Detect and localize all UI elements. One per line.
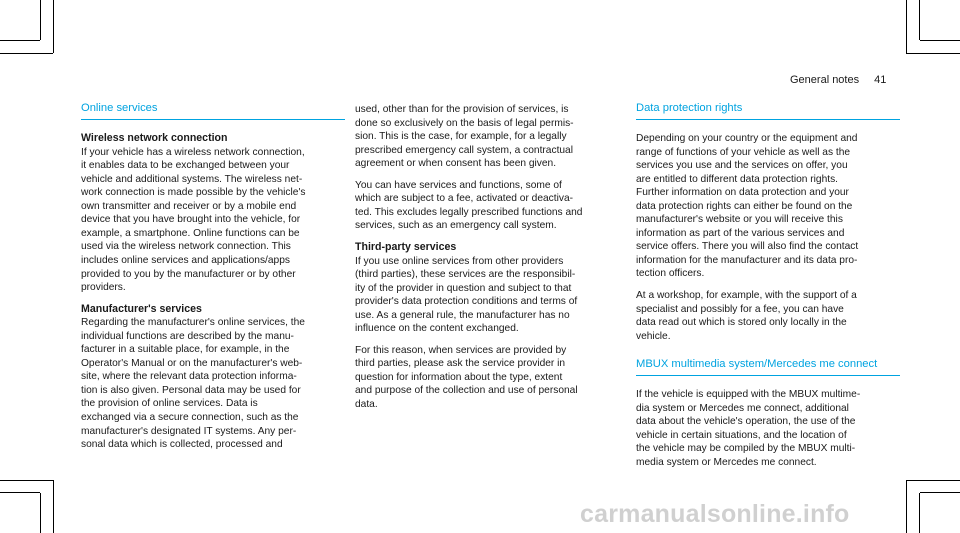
crop-mark-top-left-v [40, 0, 41, 40]
paragraph-wireless-network: If your vehicle has a wireless network connection, it enables data to be exchanged between your vehicle and additional systems. The wireless net- work connection is made possible by the vehicle's own transmitter and receiver or by a mobile end device that you have brought into the vehicle, for example, a smartphone. Online functions can be used via the wireless network connection. This includes online services and applications/apps provided to you by the manufacturer or by other providers. [81, 146, 306, 294]
crop-mark-top-right-v [919, 0, 920, 40]
crop-mark-top-left-h2 [0, 53, 53, 54]
crop-mark-bottom-left-h2 [0, 480, 53, 481]
heading-online-services: Online services [81, 101, 345, 120]
column-1 [81, 101, 345, 460]
crop-mark-top-right-v2 [906, 0, 907, 53]
crop-mark-bottom-right-v [919, 493, 920, 533]
paragraph-third-party-info: For this reason, when services are provided by third parties, please ask the service provider in question for information about the type, extent and purpose of the collection and use of personal data. [355, 344, 578, 410]
crop-mark-top-left-v2 [53, 0, 54, 53]
crop-mark-bottom-right-h2 [906, 480, 960, 481]
crop-mark-bottom-left-v2 [53, 480, 54, 533]
paragraph-manufacturer-services: Regarding the manufacturer's online services, the individual functions are described by the manu- facturer in a suitable place, for example, in the Operator's Manual or on the manufacturer's web- site, where the relevant data protection informa- tion is also given. Personal data may be used for the provision of online services. Data is exchanged via a secure connection, such as the manufacturer's designated IT systems. Any per- sonal data which is collected, processed and [81, 317, 305, 451]
crop-mark-top-right-h2 [906, 53, 960, 54]
paragraph-mbux-mercedes-me: If the vehicle is equipped with the MBUX multime- dia system or Mercedes me connect, additional data about the vehicle's operation, the use of the vehicle in certain situations, and the location of the vehicle may be compiled by the MBUX multi- media system or Mercedes me connect. [636, 389, 861, 468]
paragraph-data-protection-rights: Depending on your country or the equipment and range of functions of your vehicle as well as the services you use and the services on offer, you are entitled to different data protection rights. Further information on data protection and your data protection rights can either be found on the manufacturer's website or you will receive this information as part of the various services and service offers. There you will also find the contact information for the manufacturer and its data pro- tection officers. [636, 133, 859, 280]
crop-mark-bottom-left-v [40, 493, 41, 533]
crop-mark-bottom-right-v2 [906, 480, 907, 533]
crop-mark-top-right-h [920, 40, 960, 41]
running-header [790, 74, 886, 86]
heading-data-protection-rights: Data protection rights [636, 101, 900, 120]
crop-mark-bottom-right-h [920, 492, 960, 493]
paragraph-legal-permission: used, other than for the provision of services, is done so exclusively on the basis of legal permis- sion. This is the case, for example, for a legally prescribed emergency call system, a contractual agreement or when consent has been given. [355, 104, 574, 170]
crop-mark-top-left-h [0, 40, 40, 41]
paragraph-activate-services: You can have services and functions, some of which are subject to a fee, activated or deactiva- ted. This excludes legally prescribed functions and services, such as an emergency call system. [355, 179, 583, 232]
crop-mark-bottom-left-h [0, 492, 40, 493]
watermark-text: carmanualsonline.info [580, 500, 850, 528]
column-3 [636, 101, 900, 477]
subheading-wireless-network: Wireless network connection [81, 132, 228, 144]
paragraph-third-party-services: If you use online services from other providers (third parties), these services are the responsibil- ity of the provider in question and subject to that provider's data protection conditions and terms of use. As a general rule, the manufacturer has no influence on the content exchanged. [355, 255, 578, 335]
paragraph-workshop-data: At a workshop, for example, with the support of a specialist and possibly for a fee, you can have data read out which is stored only locally in the vehicle. [636, 290, 857, 342]
subheading-manufacturer-services: Manufacturer's services [81, 302, 202, 315]
column-2 [355, 103, 619, 420]
header-section-title: General notes [790, 74, 860, 86]
subheading-third-party-services: Third-party services [355, 240, 457, 253]
page-number: 41 [874, 74, 887, 86]
heading-mbux-mercedes-me: MBUX multimedia system/Mercedes me connect [636, 357, 900, 376]
